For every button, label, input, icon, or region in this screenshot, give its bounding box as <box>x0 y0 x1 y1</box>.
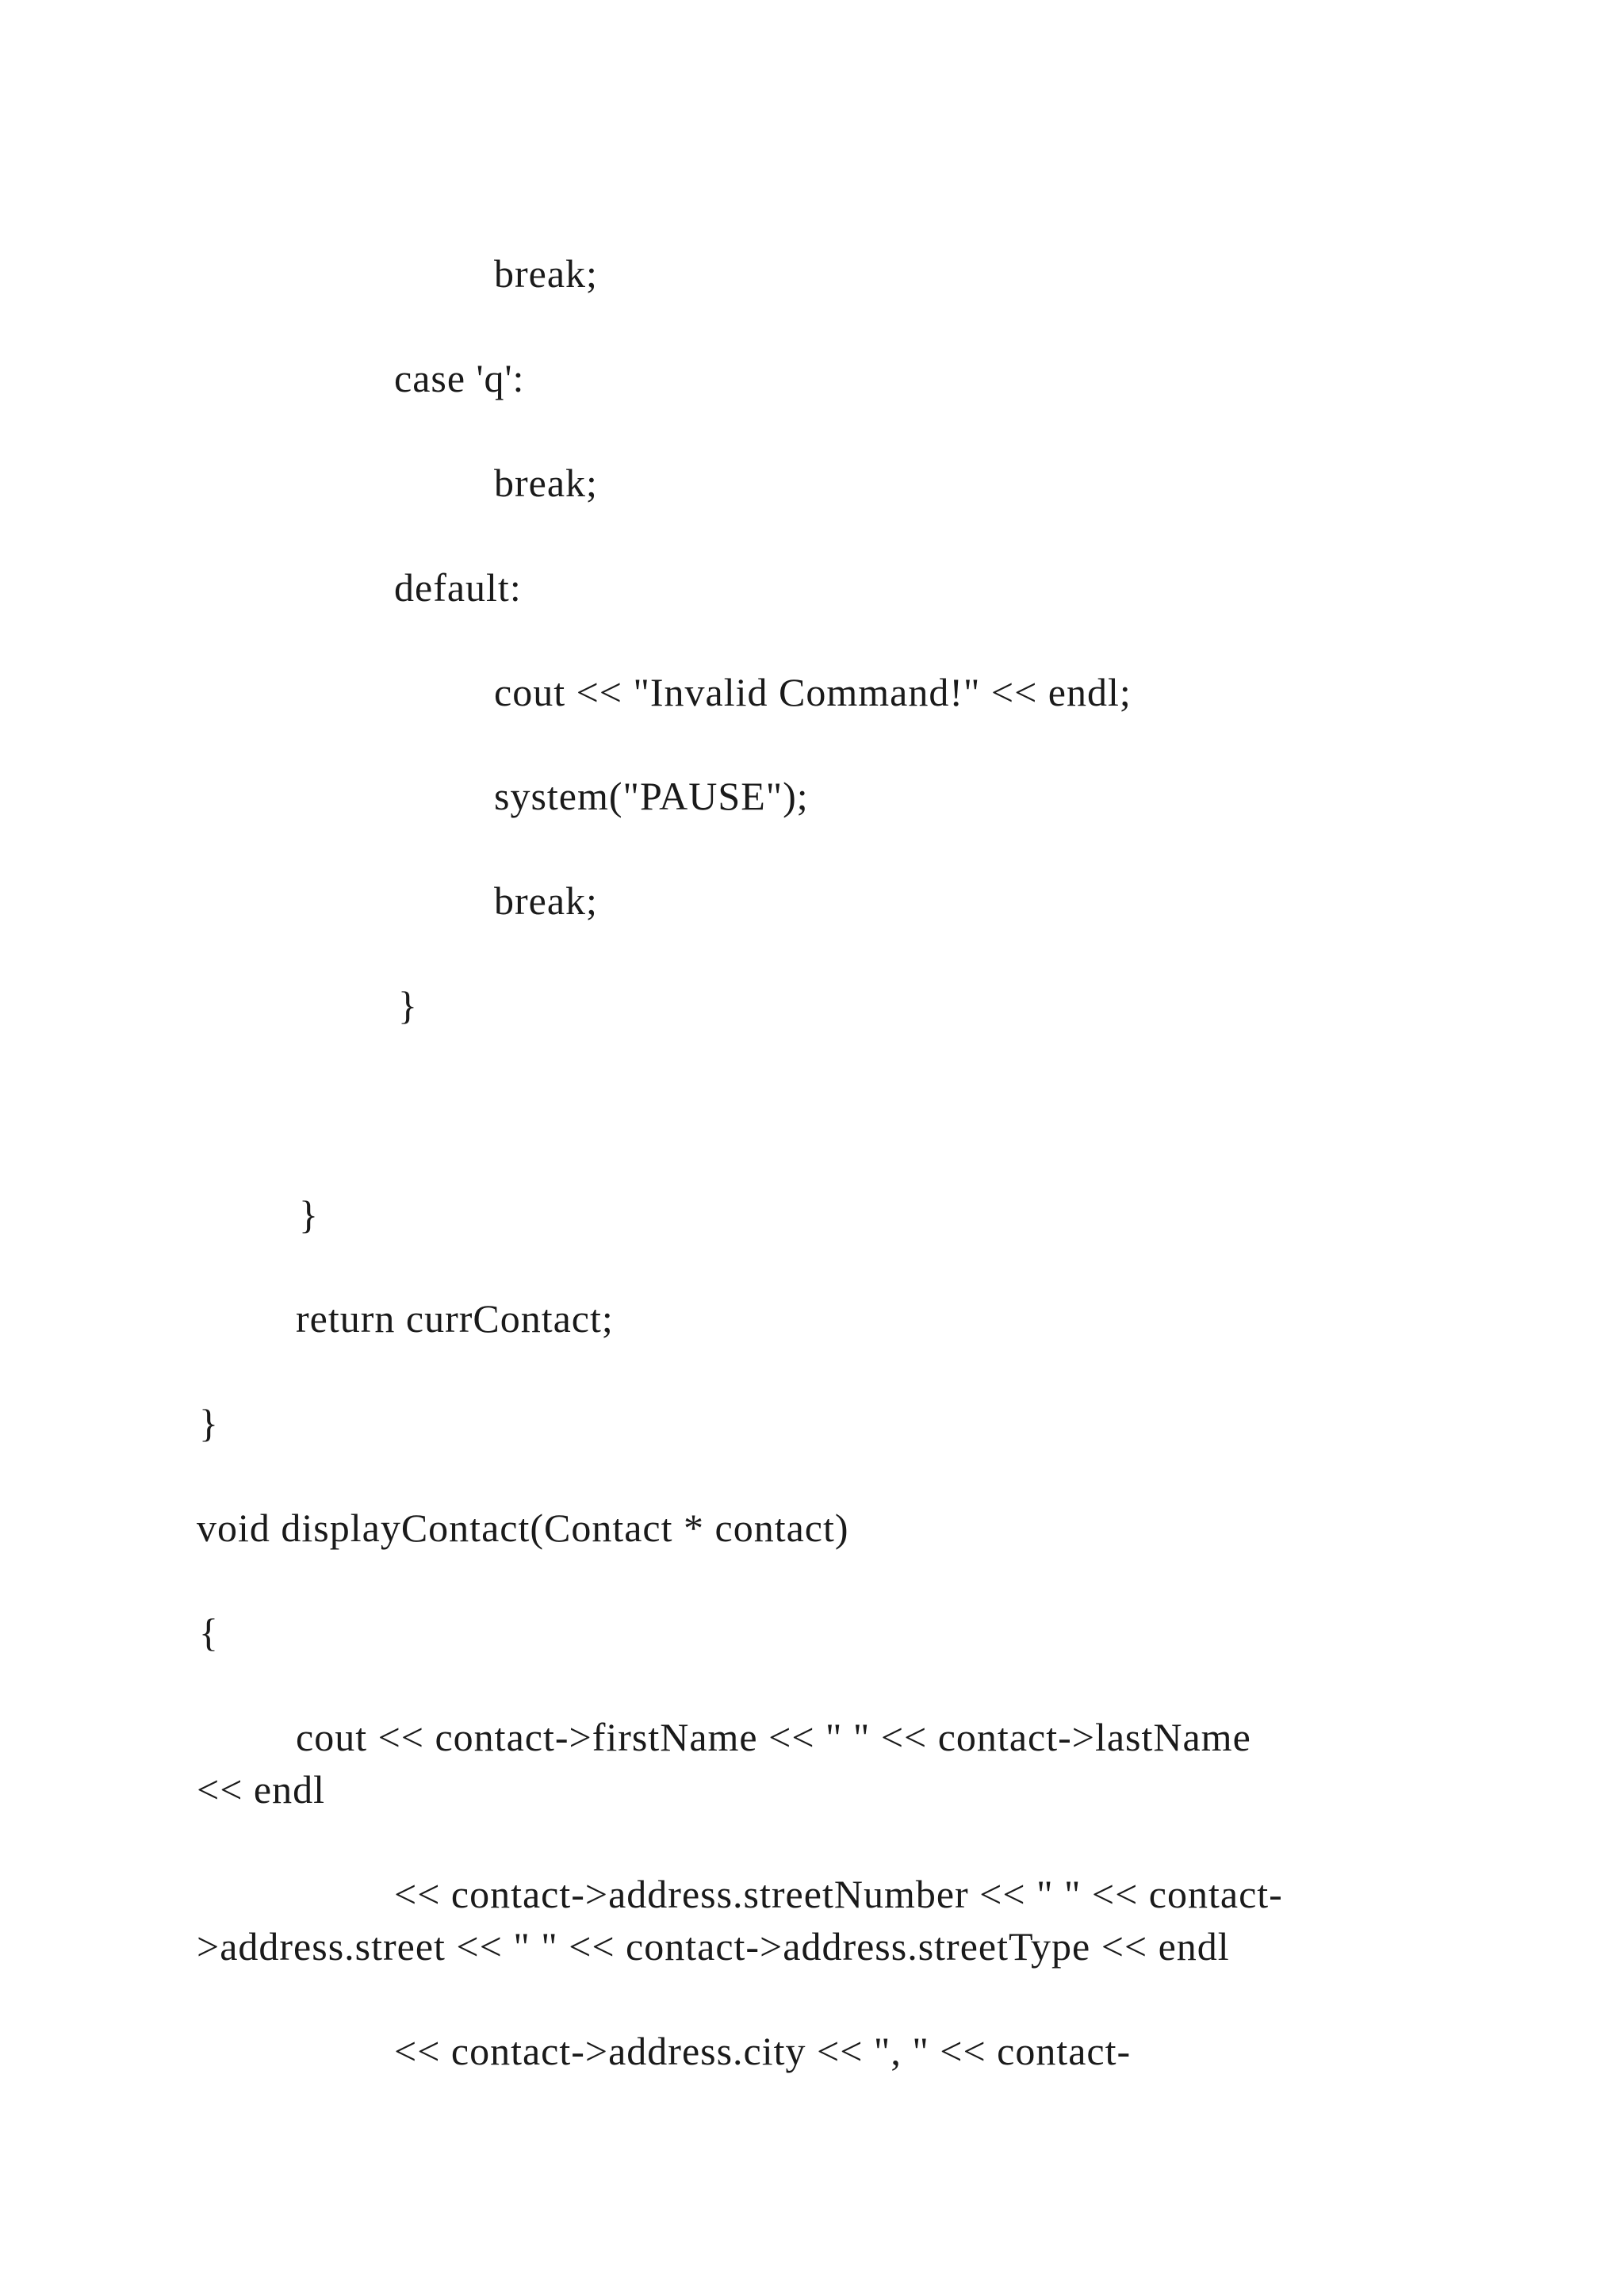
code-line-open-brace: { <box>199 1610 219 1655</box>
code-line-break-2: break; <box>494 461 598 505</box>
code-line-case-q: case 'q': <box>394 356 525 400</box>
code-line-cout-street: << contact->address.streetNumber << " " << contact- <box>394 1872 1283 1916</box>
code-line-return: return currContact; <box>296 1296 614 1341</box>
code-line-break-3: break; <box>494 878 598 923</box>
code-line-close-loop: } <box>299 1192 319 1237</box>
code-line-break-1: break; <box>494 251 598 296</box>
code-line-system-pause: system("PAUSE"); <box>494 774 809 818</box>
code-line-cout-name: cout << contact->firstName << " " << contact->lastName <box>296 1715 1251 1759</box>
code-line-cout-name-cont: << endl <box>197 1767 325 1812</box>
code-line-close-function: } <box>199 1401 219 1445</box>
code-line-default: default: <box>394 565 522 610</box>
code-line-function-sig: void displayContact(Contact * contact) <box>197 1506 849 1550</box>
code-line-cout-city: << contact->address.city << ", " << contact- <box>394 2029 1132 2073</box>
code-line-cout-street-cont: >address.street << " " << contact->address.streetType << endl <box>197 1924 1230 1969</box>
code-line-cout-invalid: cout << "Invalid Command!" << endl; <box>494 670 1132 714</box>
code-line-close-switch: } <box>398 983 418 1027</box>
